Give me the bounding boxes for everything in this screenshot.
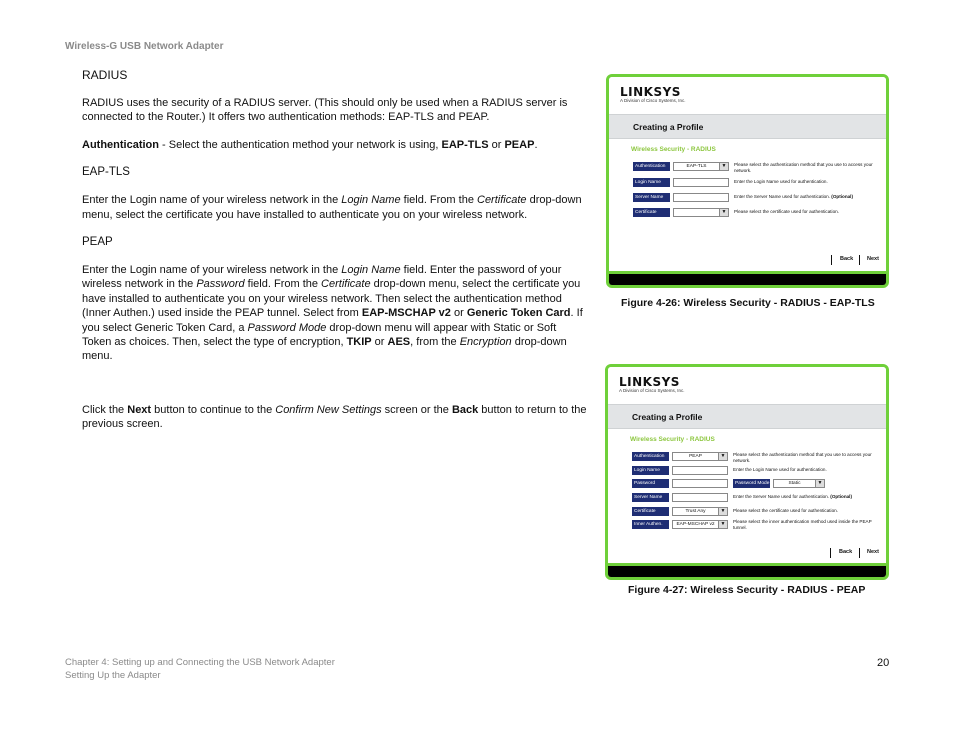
peap-heading: PEAP [82, 236, 113, 249]
wireless-security-title: Wireless Security - RADIUS [631, 146, 716, 153]
next-paragraph: Click the Next button to continue to the Confirm New Settings screen or the Back button to return to the previous screen. [82, 403, 587, 431]
logo-subtitle: A Division of Cisco Systems, Inc. [620, 98, 686, 103]
password-input[interactable] [672, 479, 728, 488]
login-input[interactable] [672, 466, 728, 475]
cert-help: Please select the certificate used for authentication. [734, 209, 839, 214]
cert-select[interactable] [673, 208, 729, 217]
next-button[interactable]: Next [867, 256, 879, 262]
auth-label: Authentication [633, 162, 670, 171]
footer-chapter: Chapter 4: Setting up and Connecting the USB Network Adapter [65, 657, 335, 668]
intro-paragraph: RADIUS uses the security of a RADIUS server. (This should only be used when a RADIUS server is connected to the Router.) It offers two authentication methods: EAP-TLS and PEAP. [82, 97, 568, 124]
page-footer [65, 657, 335, 682]
cert-label: Certificate [633, 208, 670, 217]
linksys-header [609, 77, 886, 114]
inner-authen-label: Inner Authen. [632, 520, 669, 529]
main-text [82, 68, 588, 445]
server-label: Server Name [633, 193, 670, 202]
wireless-security-title: Wireless Security - RADIUS [630, 436, 715, 443]
figure-peap-screenshot [605, 364, 889, 580]
linksys-logo: LINKSYS [620, 85, 681, 99]
auth-paragraph: Authentication - Select the authentication method your network is using, EAP-TLS or PEAP. [82, 138, 538, 151]
profile-bar-title: Creating a Profile [632, 412, 703, 422]
chevron-down-icon: ▼ [718, 508, 727, 515]
back-button[interactable]: Back [839, 549, 853, 555]
auth-term: Authentication [82, 138, 159, 151]
nav-bar [609, 253, 886, 267]
peap-paragraph: Enter the Login name of your wireless network in the Login Name field. Enter the password of your wireless network in the Password field. From the Certificate drop-down menu, select the certificate you have installed to authenticate you on your wireless network. Then select the authentication method (Inner Authen.) used inside the PEAP tunnel. Select from EAP-MSCHAP v2 or Generic Token Card. If you select Generic Token Card, a Password Mode drop-down menu will appear with Static or Soft Token as choices. Then, select the type of encryption, TKIP or AES, from the Encryption drop-down menu. [82, 264, 583, 363]
server-help: Enter the Server Name used for authentication. (Optional) [734, 194, 853, 199]
figure-eaptls-screenshot [606, 74, 889, 288]
section-title: RADIUS [82, 68, 128, 82]
profile-bar [608, 404, 886, 429]
nav-bar [608, 546, 886, 560]
auth-select[interactable]: EAP-TLS ▼ [673, 162, 729, 171]
cert-label: Certificate [632, 507, 669, 516]
next-button[interactable]: Next [867, 549, 879, 555]
password-label: Password [632, 479, 669, 488]
login-help: Enter the Login Name used for authentication. [733, 467, 827, 472]
profile-bar-title: Creating a Profile [633, 122, 704, 132]
auth-help: Please select the authentication method that you use to access your network. [733, 452, 872, 463]
inner-authen-select[interactable]: EAP-MSCHAP v2 ▼ [672, 520, 728, 529]
login-help: Enter the Login Name used for authentication. [734, 179, 828, 184]
back-button[interactable]: Back [840, 256, 854, 262]
form-area [609, 139, 886, 287]
auth-help: Please select the authentication method that you use to access your network. [734, 162, 873, 173]
password-mode-label: Password Mode [735, 481, 770, 486]
login-label: Login Name [633, 178, 670, 187]
inner-authen-help: Please select the inner authentication method used inside the PEAP tunnel. [733, 519, 872, 530]
chevron-down-icon: ▼ [719, 209, 728, 216]
chevron-down-icon: ▼ [718, 453, 727, 460]
chevron-down-icon: ▼ [815, 480, 824, 487]
password-mode-select[interactable]: Static ▼ [773, 479, 825, 488]
chevron-down-icon: ▼ [718, 521, 727, 528]
auth-select[interactable]: PEAP ▼ [672, 452, 728, 461]
cert-select[interactable]: Trust Any ▼ [672, 507, 728, 516]
running-header: Wireless-G USB Network Adapter [65, 41, 224, 52]
eaptls-heading: EAP-TLS [82, 166, 130, 179]
server-input[interactable] [673, 193, 729, 202]
profile-bar [609, 114, 886, 139]
server-input[interactable] [672, 493, 728, 502]
chevron-down-icon: ▼ [719, 163, 728, 170]
login-label: Login Name [632, 466, 669, 475]
auth-label: Authentication [632, 452, 669, 461]
logo-subtitle: A Division of Cisco Systems, Inc. [619, 388, 685, 393]
password-mode-row [733, 479, 843, 489]
linksys-header [608, 367, 886, 404]
login-input[interactable] [673, 178, 729, 187]
page-number: 20 [877, 657, 890, 669]
figure-2-caption: Figure 4-27: Wireless Security - RADIUS - PEAP [628, 584, 866, 596]
figure-1-caption: Figure 4-26: Wireless Security - RADIUS - EAP-TLS [621, 297, 875, 309]
server-label: Server Name [632, 493, 669, 502]
form-area [608, 429, 886, 577]
footer-section: Setting Up the Adapter [65, 669, 161, 681]
linksys-logo: LINKSYS [619, 375, 680, 389]
server-help: Enter the Server Name used for authentication. (Optional) [733, 494, 852, 499]
eaptls-paragraph: Enter the Login name of your wireless network in the Login Name field. From the Certificate drop-down menu, select the certificate you have installed to authenticate you on your wireless network. [82, 194, 582, 221]
cert-help: Please select the certificate used for authentication. [733, 508, 838, 513]
